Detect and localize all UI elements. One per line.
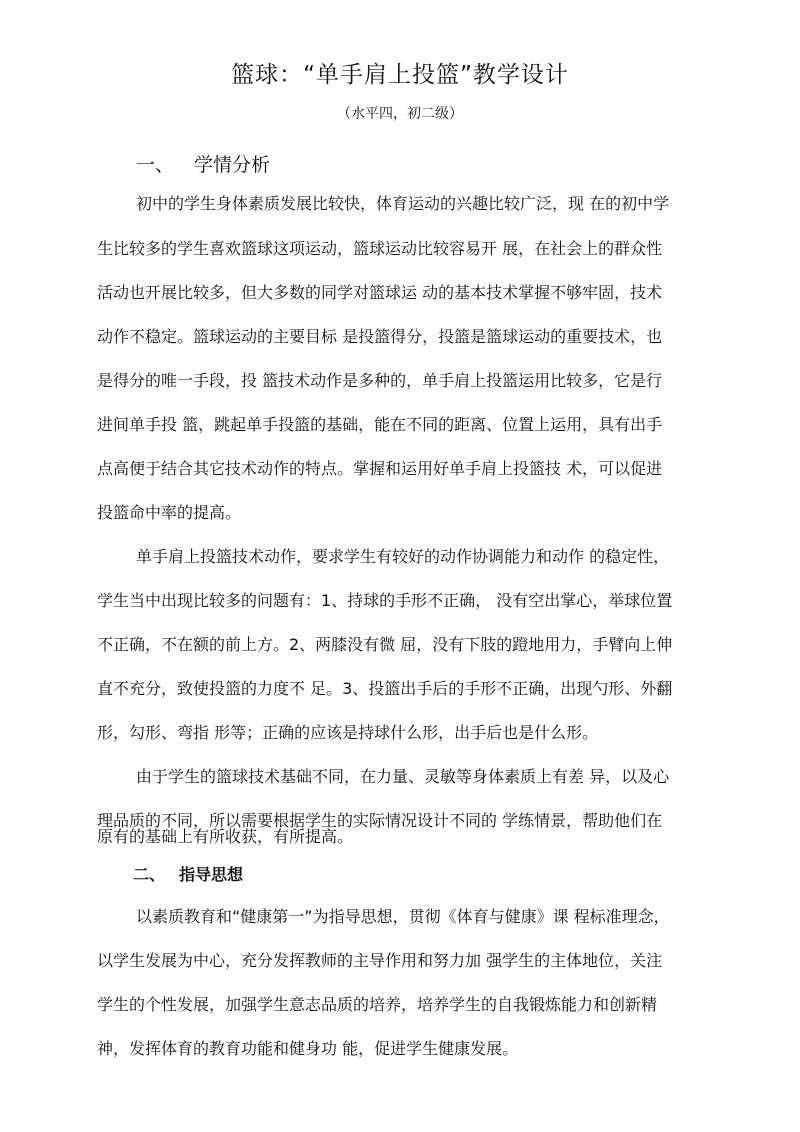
section-title: 指导思想 (179, 865, 244, 884)
section-heading-guiding-ideology (133, 864, 243, 886)
paragraph-line: 点高便于结合其它技术动作的特点。掌握和运用好单手肩上投篮技 术，可以促进 (97, 459, 663, 478)
paragraph-line: 生比较多的学生喜欢篮球这项运动，篮球运动比较容易开 展，在社会上的群众性 (97, 239, 663, 258)
section-number: 一、 (136, 154, 175, 176)
paragraph-line: 神，发挥体育的教育功能和健身功 能，促进学生健康发展。 (97, 1039, 519, 1058)
paragraph-line: 是得分的唯一手段，投 篮技术动作是多种的，单手肩上投篮运用比较多，它是行 (97, 371, 663, 390)
section-number: 二、 (133, 865, 166, 884)
paragraph-line: 进间单手投 篮，跳起单手投篮的基础，能在不同的距离、位置上运用，具有出手 (97, 415, 663, 434)
paragraph-line: 形，勾形、弯指 形等；正确的应该是持球什么形，出手后也是什么形。 (97, 723, 599, 742)
paragraph-line: 初中的学生身体素质发展比较快，体育运动的兴趣比较广泛，现 在的初中学 (136, 194, 670, 213)
document-title: 篮球：“单手肩上投篮”教学设计 (231, 62, 569, 88)
document-subtitle: （水平四，初二级） (337, 106, 463, 122)
paragraph-line: 原有的基础上有所收获，有所提高。 (97, 827, 354, 846)
paragraph-line: 动作不稳定。篮球运动的主要目标 是投篮得分，投篮是篮球运动的重要技术，也 (97, 327, 663, 346)
paragraph-line: 直不充分，致使投篮的力度不 足。3、投篮出手后的手形不正确，出现勺形、外翻 (97, 679, 673, 698)
section-heading-learning-analysis (136, 152, 270, 178)
paragraph-line: 以素质教育和“健康第一”为指导思想，贯彻《体育与健康》课 程标准理念， (136, 907, 670, 926)
paragraph-line: 活动也开展比较多，但大多数的同学对篮球运 动的基本技术掌握不够牢固，技术 (97, 283, 663, 302)
paragraph-line: 单手肩上投篮技术动作，要求学生有较好的动作协调能力和动作 的稳定性， (136, 547, 670, 566)
paragraph-line: 理品质的不同，所以需要根据学生的实际情况设计不同的 学练情景，帮助他们在 (97, 811, 663, 830)
paragraph-line: 以学生发展为中心，充分发挥教师的主导作用和努力加 强学生的主体地位，关注 (97, 951, 663, 970)
paragraph-line: 学生的个性发展，加强学生意志品质的培养，培养学生的自我锻炼能力和创新精 (97, 995, 658, 1014)
paragraph-line: 投篮命中率的提高。 (97, 503, 242, 522)
section-title: 学情分析 (194, 154, 271, 176)
paragraph-line: 不正确，不在额的前上方。2、两膝没有微 屈，没有下肢的蹬地用力，手臂向上伸 (97, 635, 673, 654)
paragraph-line: 学生当中出现比较多的问题有：1、持球的手形不正确， 没有空出掌心，举球位置 (97, 591, 673, 610)
paragraph-line: 由于学生的篮球技术基础不同，在力量、灵敏等身体素质上有差 异，以及心 (136, 767, 670, 786)
